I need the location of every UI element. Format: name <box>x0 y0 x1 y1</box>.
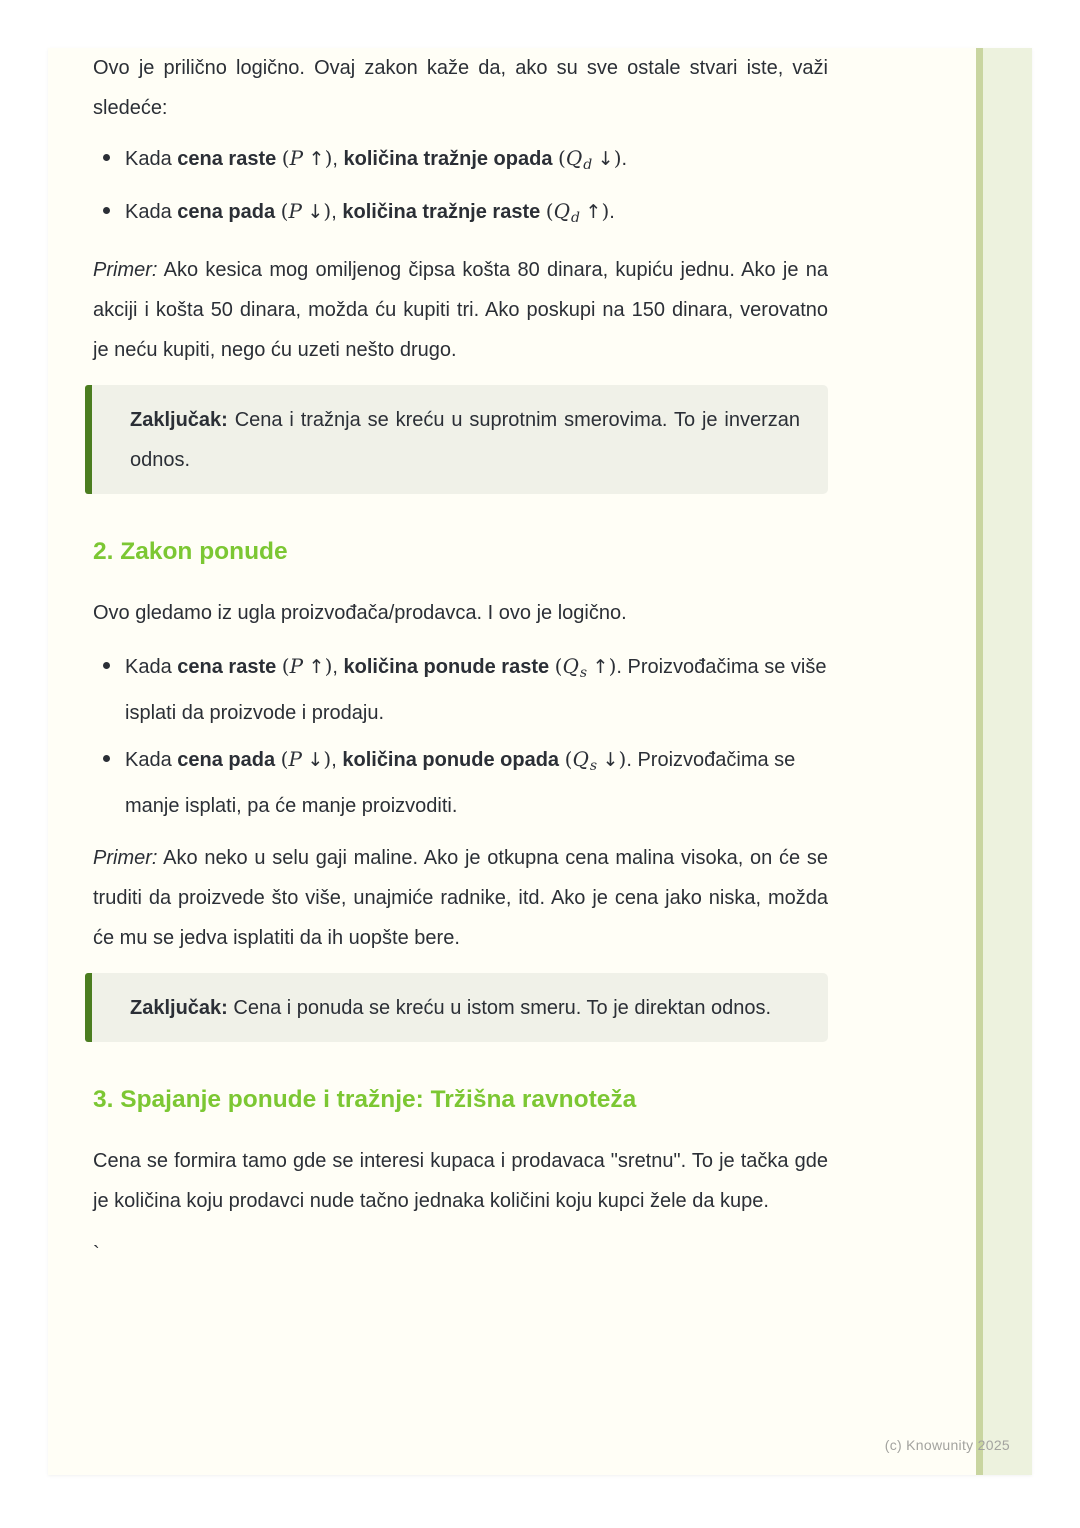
supply-conclusion-callout <box>85 973 828 1042</box>
demand-conclusion-callout <box>85 385 828 494</box>
list-item-supply-price-up: Kada cena raste (P ↑), količina ponude raste ($Q_s$ ↑). Proizvođačima se više isplati da proizvode i prodaju. <box>93 646 828 733</box>
demand-law-list <box>93 138 828 238</box>
supply-conclusion-text: Zaključak: Cena i ponuda se kreću u istom smeru. To je direktan odnos. <box>130 997 772 1019</box>
intro-paragraph: Ovo je prilično logično. Ovaj zakon kaže da, ako su sve ostale stvari iste, važi sledeće: <box>93 57 828 119</box>
list-item-supply-price-down: Kada cena pada (P ↓), količina ponude opada ($Q_s$ ↓). Proizvođačima se manje isplati, pa će manje proizvoditi. <box>93 739 828 826</box>
stray-backtick-text: ` <box>93 1243 100 1265</box>
section-heading-supply-law: 2. Zakon ponude <box>93 538 288 565</box>
list-item-demand-price-down: Kada cena pada (P ↓), količina tražnje raste ($Q_d$ ↑). <box>93 191 828 238</box>
supply-law-list <box>93 646 828 826</box>
document-page <box>48 48 1032 1475</box>
page-content <box>93 48 828 1274</box>
supply-example-paragraph: Primer: Ako neko u selu gaji maline. Ako je otkupna cena malina visoka, on će se truditi da proizvede što više, unajmiće radnike, itd. Ako je cena jako niska, možda će mu se jedva isplatiti da ih uopšte bere. <box>93 847 828 949</box>
demand-conclusion-text: Zaključak: Cena i tražnja se kreću u suprotnim smerovima. To je inverzan odnos. <box>130 409 800 471</box>
page-edge-stripe <box>976 48 1032 1475</box>
section-heading-equilibrium: 3. Spajanje ponude i tražnje: Tržišna ravnoteža <box>93 1086 637 1113</box>
equilibrium-paragraph: Cena se formira tamo gde se interesi kupaca i prodavaca "sretnu". To je tačka gde je količina koju prodavci nude tačno jednaka količini koju kupci žele da kupe. <box>93 1150 828 1212</box>
demand-example-paragraph: Primer: Ako kesica mog omiljenog čipsa košta 80 dinara, kupiću jednu. Ako je na akciji i košta 50 dinara, možda ću kupiti tri. Ako poskupi na 150 dinara, verovatno je neću kupiti, nego ću uzeti nešto drugo. <box>93 259 828 361</box>
copyright-footer: (c) Knowunity 2025 <box>884 1437 1010 1453</box>
supply-lead-paragraph: Ovo gledamo iz ugla proizvođača/prodavca. I ovo je logično. <box>93 602 627 624</box>
list-item-demand-price-up: Kada cena raste (P ↑), količina tražnje opada ($Q_d$ ↓). <box>93 138 828 185</box>
